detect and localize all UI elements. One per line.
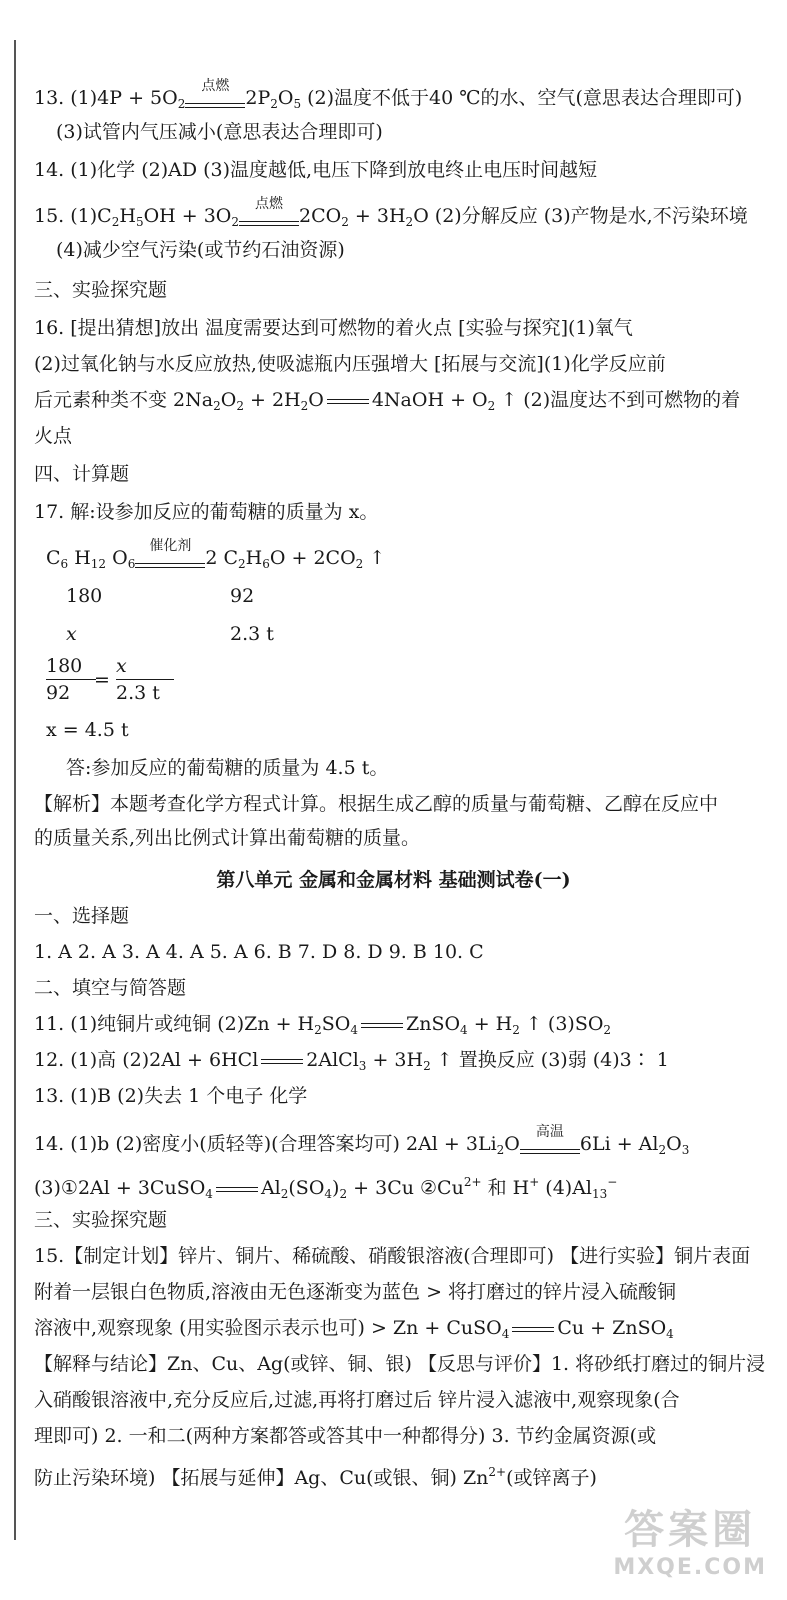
answer-15b-line2: 附着一层银白色物质,溶液由无色逐渐变为蓝色 > 将打磨过的锌片浸入硫酸铜: [34, 1281, 677, 1303]
section-heading-calc: 四、计算题: [34, 463, 130, 485]
watermark-logo: 答案圈 MXQE.COM: [613, 1507, 767, 1580]
answer-15-line1: 15. $(1)C_2H_5OH + 3O_2$ 点燃 $2CO_2 + 3H_2O$ (2)分解反应 (3)产物是水,不污染环境: [34, 196, 748, 229]
unit-title: 第八单元 金属和金属材料 基础测试卷(一): [216, 869, 571, 891]
answer-15b-line4: 【解释与结论】Zn、Cu、Ag(或锌、铜、银) 【反思与评价】1. 将砂纸打磨过的铜片浸: [34, 1353, 766, 1375]
answer-13-line1: 13. $(1)4P + 5O_2$ 点燃 $2P_2O_5$ (2)温度不低于40 ℃的水、空气(意思表达合理即可): [34, 78, 743, 111]
answer-17-equation: $C_6$ $H_{12}$ $O_6$ 催化剂 2 $C_2H_6O + 2CO_2$ ↑: [46, 538, 386, 571]
answer-15b-line6: 理即可) 2. 一和二(两种方案都答或答其中一种都得分) 3. 节约金属资源(或: [34, 1425, 657, 1447]
answer-14b-line1: 14. (1)b (2)密度小(质轻等)(合理答案均可) $2Al + 3Li_2O$ 高温 $6Li + Al_2O_3$: [34, 1124, 690, 1157]
ratio-x: x: [66, 623, 77, 645]
answer-15b-line5: 入硝酸银溶液中,充分反应后,过滤,再将打磨过后 锌片浸入滤液中,观察现象(合: [34, 1389, 680, 1411]
analysis-line2: 的质量关系,列出比例式计算出葡萄糖的质量。: [34, 827, 421, 849]
fraction-right: x 2.3 t: [116, 654, 176, 705]
answer-16-line2: (2)过氧化钠与水反应放热,使吸滤瓶内压强增大 [拓展与交流](1)化学反应前: [34, 353, 666, 375]
answer-15-line2: (4)减少空气污染(或节约石油资源): [56, 239, 345, 261]
section-heading-choice: 一、选择题: [34, 905, 130, 927]
answer-14: 14. (1)化学 (2)AD (3)温度越低,电压下降到放电终止电压时间越短: [34, 159, 598, 181]
fraction-left: 180 92: [46, 654, 98, 705]
fraction-equals: =: [94, 669, 110, 691]
answer-12: 12. (1)高 (2)2Al + 6HCl 2AlCl$_3$ + $3H_2$ ↑ 置换反应 (3)弱 (4)3∶ 1: [34, 1049, 669, 1073]
section-heading-experiment: 三、实验探究题: [34, 279, 168, 301]
answer-17-result: x = 4.5 t: [46, 719, 129, 741]
answer-17-conclusion: 答:参加反应的葡萄糖的质量为 4.5 t。: [66, 757, 389, 779]
answer-17-intro: 17. 解:设参加反应的葡萄糖的质量为 x。: [34, 501, 379, 523]
answer-16-line3: 后元素种类不变 $2Na_2O_2 + 2H_2O$ 4NaOH + $O_2$ ↑ (2)温度达不到可燃物的着: [34, 389, 741, 413]
answer-15b-line1: 15.【制定计划】锌片、铜片、稀硫酸、硝酸银溶液(合理即可) 【进行实验】铜片表面: [34, 1245, 751, 1267]
answer-13-line2: (3)试管内气压减小(意思表达合理即可): [56, 121, 383, 143]
answer-14b-line2: (3)①2Al + 3CuSO$_4$ $Al_2(SO_4)_2 + 3Cu$ $②Cu^{2+}$ 和 H+ $(4)Al_{13}^-$: [34, 1175, 618, 1201]
answer-15b-line7: 防止污染环境) 【拓展与延伸】Ag、Cu(或银、铜) $Zn^{2+}$(或锌离子): [34, 1465, 597, 1489]
left-margin-rule: [14, 40, 16, 1540]
answer-16-line4: 火点: [34, 425, 73, 447]
analysis-line1: 【解析】本题考查化学方程式计算。根据生成乙醇的质量与葡萄糖、乙醇在反应中: [34, 793, 719, 815]
answer-16-line1: 16. [提出猜想]放出 温度需要达到可燃物的着火点 [实验与探究](1)氧气: [34, 317, 633, 339]
choice-answers: 1. A 2. A 3. A 4. A 5. A 6. B 7. D 8. D 9. B 10. C: [34, 941, 484, 963]
section-heading-experiment-2: 三、实验探究题: [34, 1209, 168, 1231]
ratio-92: 92: [230, 585, 255, 607]
ratio-180: 180: [66, 585, 103, 607]
answer-13b: 13. (1)B (2)失去 1 个电子 化学: [34, 1085, 308, 1107]
answer-11: 11. (1)纯铜片或纯铜 $(2)Zn + H_2SO_4$ ZnSO$_4$ + $H_2$ ↑ $(3)SO_2$: [34, 1013, 612, 1037]
ratio-2-3t: 2.3 t: [230, 623, 274, 645]
section-heading-fill: 二、填空与简答题: [34, 977, 187, 999]
answer-15b-line3: 溶液中,观察现象 (用实验图示表示也可) > Zn + CuSO$_4$ Cu + ZnSO$_4$: [34, 1317, 674, 1341]
